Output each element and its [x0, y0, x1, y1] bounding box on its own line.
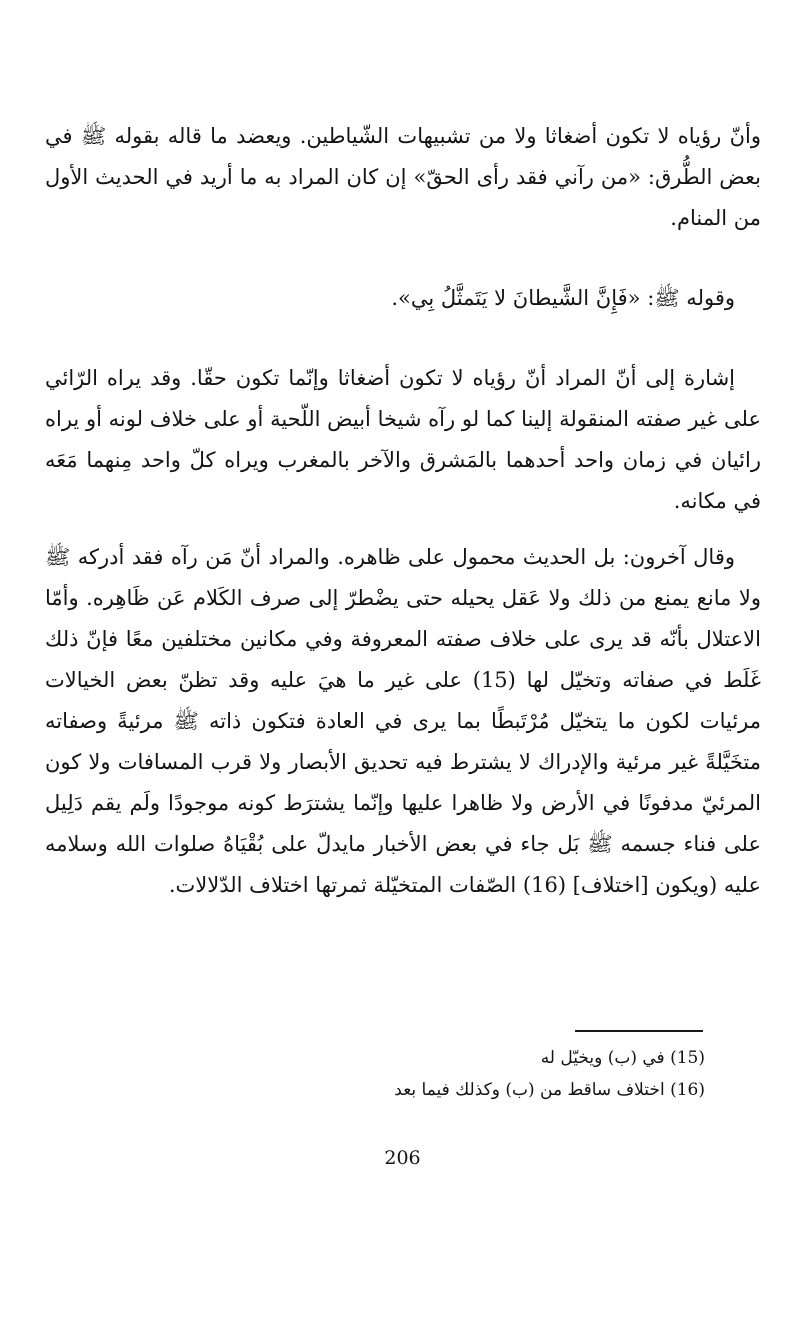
- paragraph-text: وقال آخرون: بل الحديث محمول على ظاهره. والمراد أنّ مَن رآه فقد أدركه ﷺ ولا مانع يمنع من ذلك ولا عَقل يحيله حتى يضْطرّ إلى صرف الكَلام عَن ظَاهِره. وأمّا الاعتلال بأنّه قد يرى على خلاف صفته المعروفة وفي مكانين مختلفين معًا فإنّ ذلك غَلَط في صفاته وتخيّل لها (15) على غير ما هيَ عليه وقد تظنّ بعض الخيالات مرئيات لكون ما يتخيّل مُرْتَبطًا بما يرى في العادة فتكون ذاته ﷺ مرئيةً وصفاته متخَيَّلةً غير مرئية والإدراك لا يشترط فيه تحديق الأبصار ولا قرب المسافات ولا كون المرئيّ مدفونًا في الأرض ولا ظاهرا عليها وإنّما يشترَط كونه موجودًا ولَم يقم دَلِيل على فناء جسمه ﷺ بَل جاء في بعض الأخبار مايدلّ على بُقْيَاهُ صلوات الله وسلامه عليه (ويكون [اختلاف] (16) الصّفات المتخيّلة ثمرتها اختلاف الدّلالات.: [45, 545, 761, 897]
- page-number: 206: [384, 1147, 421, 1169]
- footnote-15: (15) في (ب) ويخيّل له: [540, 1048, 705, 1068]
- paragraph-text: وقوله ﷺ: «فَإِنَّ الشَّيطانَ لا يَتَمثَّلُ بِي».: [391, 286, 735, 310]
- footnotes: [150, 1042, 705, 1106]
- paragraph-text: إشارة إلى أنّ المراد أنّ رؤياه لا تكون أضغاثا وإنّما تكون حقّا. وقد يراه الرّائي على غير صفته المنقولة إلينا كما لو رآه شيخا أبيض اللّحية أو على خلاف لونه أو يراه رائيان في زمان واحد أحدهما بالمَشرق والآخر بالمغرب ويراه كلّ واحد مِنهما مَعَه في مكانه.: [45, 366, 761, 513]
- paragraph-1: [45, 116, 761, 239]
- footnote-16: (16) اختلاف ساقط من (ب) وكذلك فيما بعد: [394, 1080, 705, 1100]
- paragraph-3: [45, 358, 761, 522]
- paragraph-2: [45, 278, 761, 319]
- paragraph-text: وأنّ رؤياه لا تكون أضغاثا ولا من تشبيهات الشّياطين. ويعضد ما قاله بقوله ﷺ في بعض الطُّرق: «من رآني فقد رأى الحقّ» إن كان المراد به ما أريد في الحديث الأول من المنام.: [45, 124, 761, 230]
- footnote-divider: [575, 1030, 703, 1032]
- paragraph-4: [45, 537, 761, 906]
